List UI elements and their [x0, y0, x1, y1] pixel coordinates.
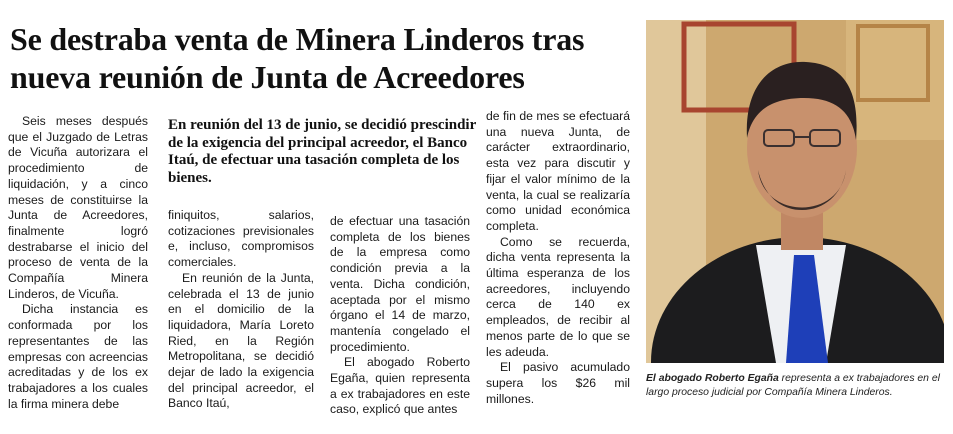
photo-caption	[646, 372, 944, 399]
article-column-1	[8, 114, 148, 412]
headline: Se destraba venta de Minera Linderos tras nueva reunión de Junta de Acreedores	[10, 21, 585, 95]
caption-name: El abogado Roberto Egaña	[646, 373, 779, 384]
paragraph: de fin de mes se efectuará una nueva Junta, de carácter extraordinario, esta vez para discutir y fijar el valor mínimo de la venta, la cual se realizaría como unidad económica completa.	[486, 109, 630, 233]
article-column-4	[486, 109, 630, 407]
paragraph: Seis meses después que el Juzgado de Letras de Vicuña autorizara el procedimiento de liquidación, y a cinco meses de constituirse la Junta de Acreedores, finalmente logró destrabarse el inicio del proceso de venta de la Compañía Minera Linderos, de Vicuña.	[8, 114, 148, 301]
paragraph: Dicha instancia es conformada por los representantes de las empresas con acreencias acreditadas y de los ex trabajadores a los cuales la firma minera debe	[8, 302, 148, 411]
paragraph: En reunión de la Junta, celebrada el 13 de junio en el domicilio de la liquidadora, María Loreto Ried, en la Región Metropolitana, se decidió dejar de lado la exigencia del principal acreedor, el Banco Itaú,	[168, 270, 314, 411]
caption-text: representa a ex trabajadores en el largo proceso judicial por Compañía Minera Linderos.	[646, 373, 940, 398]
paragraph: Como se recuerda, dicha venta representa la última esperanza de los acreedores, incluyendo cerca de 140 ex empleados, de recibir al menos parte de lo que se les adeuda.	[486, 234, 630, 359]
paragraph: El pasivo acumulado supera los $26 mil millones.	[486, 360, 630, 406]
article-column-3	[330, 214, 470, 418]
paragraph: de efectuar una tasación completa de los bienes de la empresa como condición previa a la venta. Dicha condición, aceptada por el mismo órgano el 14 de marzo, mantenía congelado el procedimiento.	[330, 214, 470, 354]
lead-paragraph: En reunión del 13 de junio, se decidió prescindir de la exigencia del principal acreedor, el Banco Itaú, de efectuar una tasación completa de los bienes.	[168, 117, 476, 186]
portrait-illustration	[646, 20, 944, 363]
paragraph: El abogado Roberto Egaña, quien representa a ex trabajadores en este caso, explicó que antes	[330, 355, 470, 417]
paragraph: finiquitos, salarios, cotizaciones previsionales e, incluso, compromisos comerciales.	[168, 208, 314, 270]
article-column-2	[168, 208, 314, 412]
photo-lawyer	[646, 20, 944, 363]
